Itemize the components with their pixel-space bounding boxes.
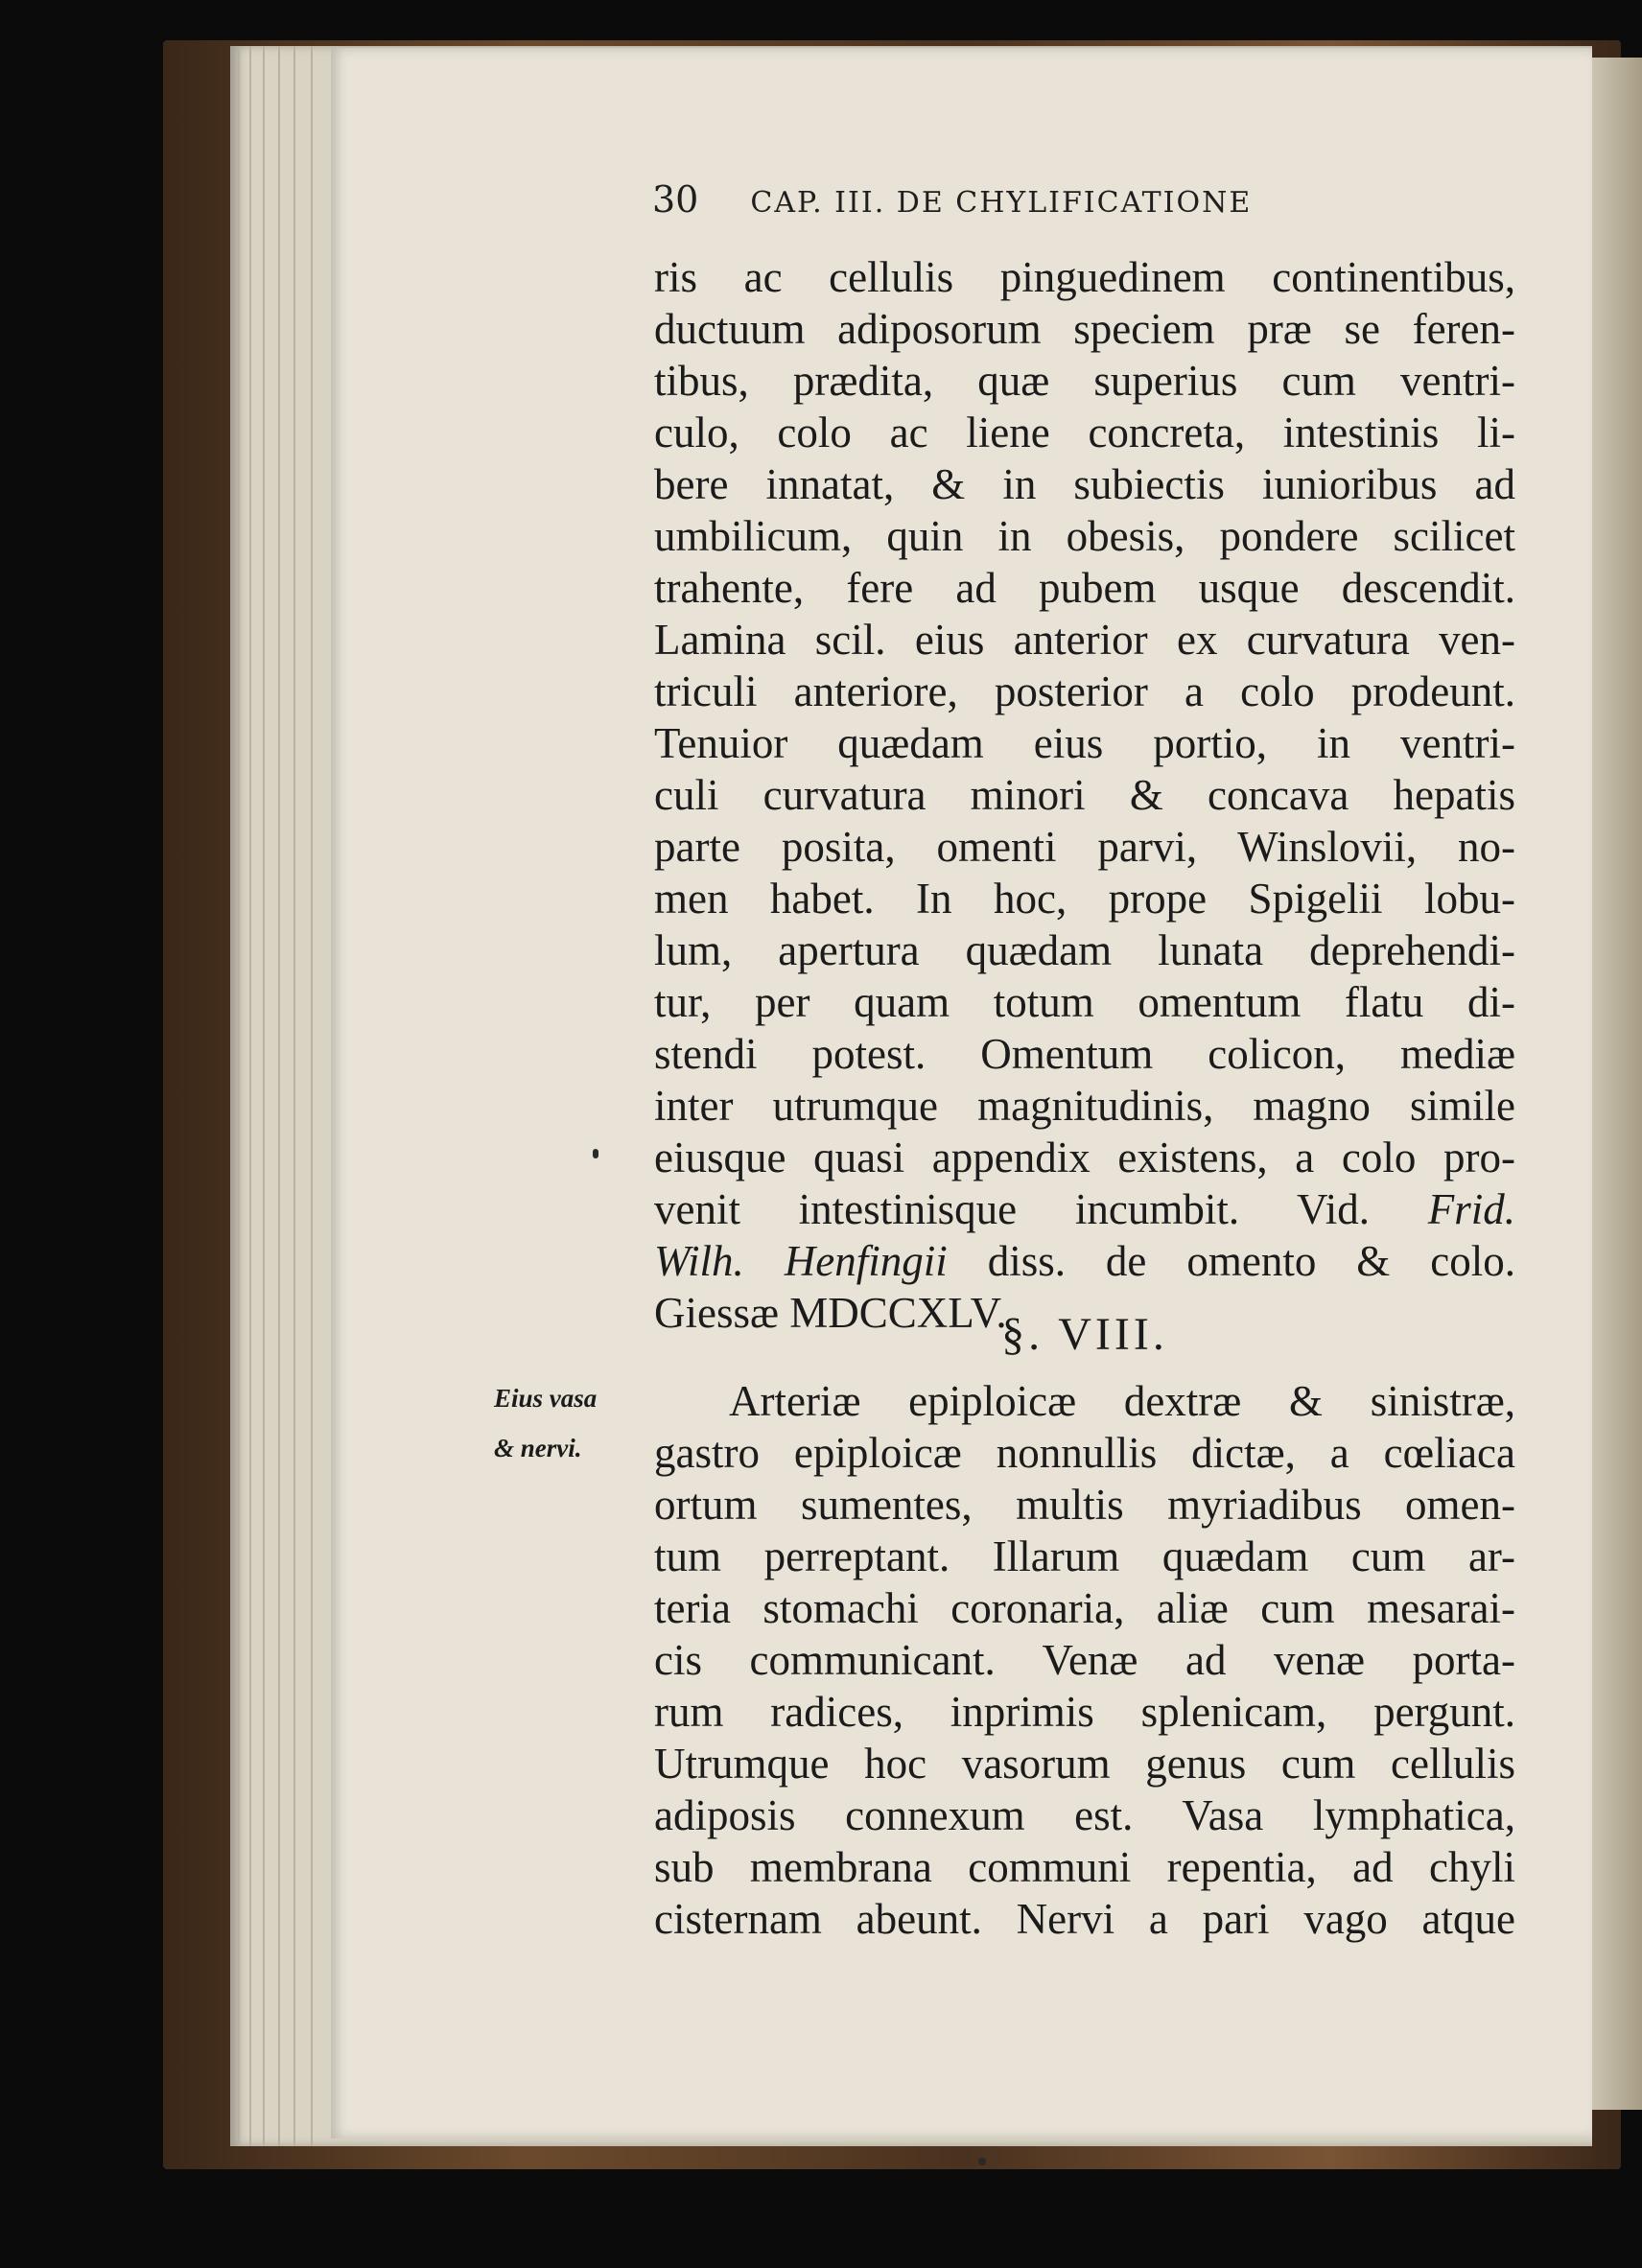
section-heading: §. VIII.: [1001, 1309, 1168, 1360]
text-line: triculi anteriore, posterior a colo prodeunt.: [654, 667, 1515, 715]
text-line: tum perreptant. Illarum quædam cum ar-: [654, 1532, 1515, 1580]
text-line: lum, apertura quædam lunata deprehendi-: [654, 926, 1515, 974]
marginal-note: [494, 1373, 647, 1473]
text-line: cisternam abeunt. Nervi a pari vago atque: [654, 1895, 1515, 1943]
text-line: Arteriæ epiploicæ dextræ & sinistræ,: [729, 1377, 1515, 1425]
text-line: stendi potest. Omentum colicon, mediæ: [654, 1030, 1515, 1078]
chapter-title: CAP. III. DE CHYLIFICATIONE: [750, 186, 1253, 220]
text-line: ortum sumentes, multis myriadibus omen-: [654, 1481, 1515, 1529]
citation-author-first: Frid.: [1427, 1185, 1515, 1233]
facing-page-edge: [1587, 58, 1642, 2110]
text-line: ris ac cellulis pinguedinem continentibus,: [654, 253, 1515, 301]
text-line: Tenuior quædam eius portio, in ventri-: [654, 719, 1515, 767]
text-line: sub membrana communi repentia, ad chyli: [654, 1843, 1515, 1891]
text-line: teria stomachi coronaria, aliæ cum mesarai-: [654, 1584, 1515, 1632]
page-leaf-edge: [278, 46, 280, 2146]
page-leaf-edge: [238, 46, 240, 2146]
text-line: bere innatat, & in subiectis iunioribus ad: [654, 460, 1515, 508]
text-line: culi curvatura minori & concava hepatis: [654, 771, 1515, 819]
text-fragment: diss. de omento & colo.: [987, 1237, 1515, 1285]
page-leaf-edge: [249, 46, 251, 2146]
marginal-note-line: & nervi.: [494, 1434, 582, 1462]
text-line: culo, colo ac liene concreta, intestinis li-: [654, 409, 1515, 456]
text-line: eiusque quasi appendix existens, a colo pro-: [654, 1134, 1515, 1181]
citation-author-last: Henfingii: [784, 1237, 948, 1285]
page-leaf-edge: [293, 46, 295, 2146]
text-fragment: venit intestinisque incumbit. Vid.: [654, 1185, 1371, 1233]
text-line: ductuum adiposorum speciem præ se feren-: [654, 305, 1515, 353]
text-line-citation: [654, 1235, 1515, 1287]
text-line: cis communicant. Venæ ad venæ porta-: [654, 1636, 1515, 1684]
text-line: parte posita, omenti parvi, Winslovii, no-: [654, 823, 1515, 871]
text-line: gastro epiploicæ nonnullis dictæ, a cœliaca: [654, 1429, 1515, 1477]
text-line: Utrumque hoc vasorum genus cum cellulis: [654, 1740, 1515, 1788]
text-line: trahente, fere ad pubem usque descendit.: [654, 564, 1515, 612]
text-line: men habet. In hoc, prope Spigelii lobu-: [654, 875, 1515, 923]
paragraph-omentum-vessels: [654, 1375, 1515, 1945]
text-line: umbilicum, quin in obesis, pondere scilicet: [654, 512, 1515, 560]
text-line: inter utrumque magnitudinis, magno simile: [654, 1082, 1515, 1130]
text-line: adiposis connexum est. Vasa lymphatica,: [654, 1791, 1515, 1839]
page-leaf-edge: [311, 46, 313, 2146]
text-line: tibus, prædita, quæ superius cum ventri-: [654, 357, 1515, 405]
page-number: 30: [652, 178, 699, 221]
text-line: Giessæ MDCCXLV.: [654, 1289, 1007, 1337]
page-leaf-edge: [263, 46, 265, 2146]
running-head: [652, 178, 1381, 221]
text-line: Lamina scil. eius anterior ex curvatura ven-: [654, 616, 1515, 664]
ink-speck: [593, 1149, 598, 1158]
marginal-note-line: Eius vasa: [494, 1384, 598, 1413]
text-line: tur, per quam totum omentum flatu di-: [654, 978, 1515, 1026]
paragraph-omentum-description: [654, 251, 1515, 1339]
ink-speck: [978, 2158, 986, 2165]
text-line: rum radices, inprimis splenicam, pergunt.: [654, 1688, 1515, 1736]
citation-author-middle: Wilh.: [654, 1237, 744, 1285]
text-line-citation: [654, 1183, 1515, 1235]
